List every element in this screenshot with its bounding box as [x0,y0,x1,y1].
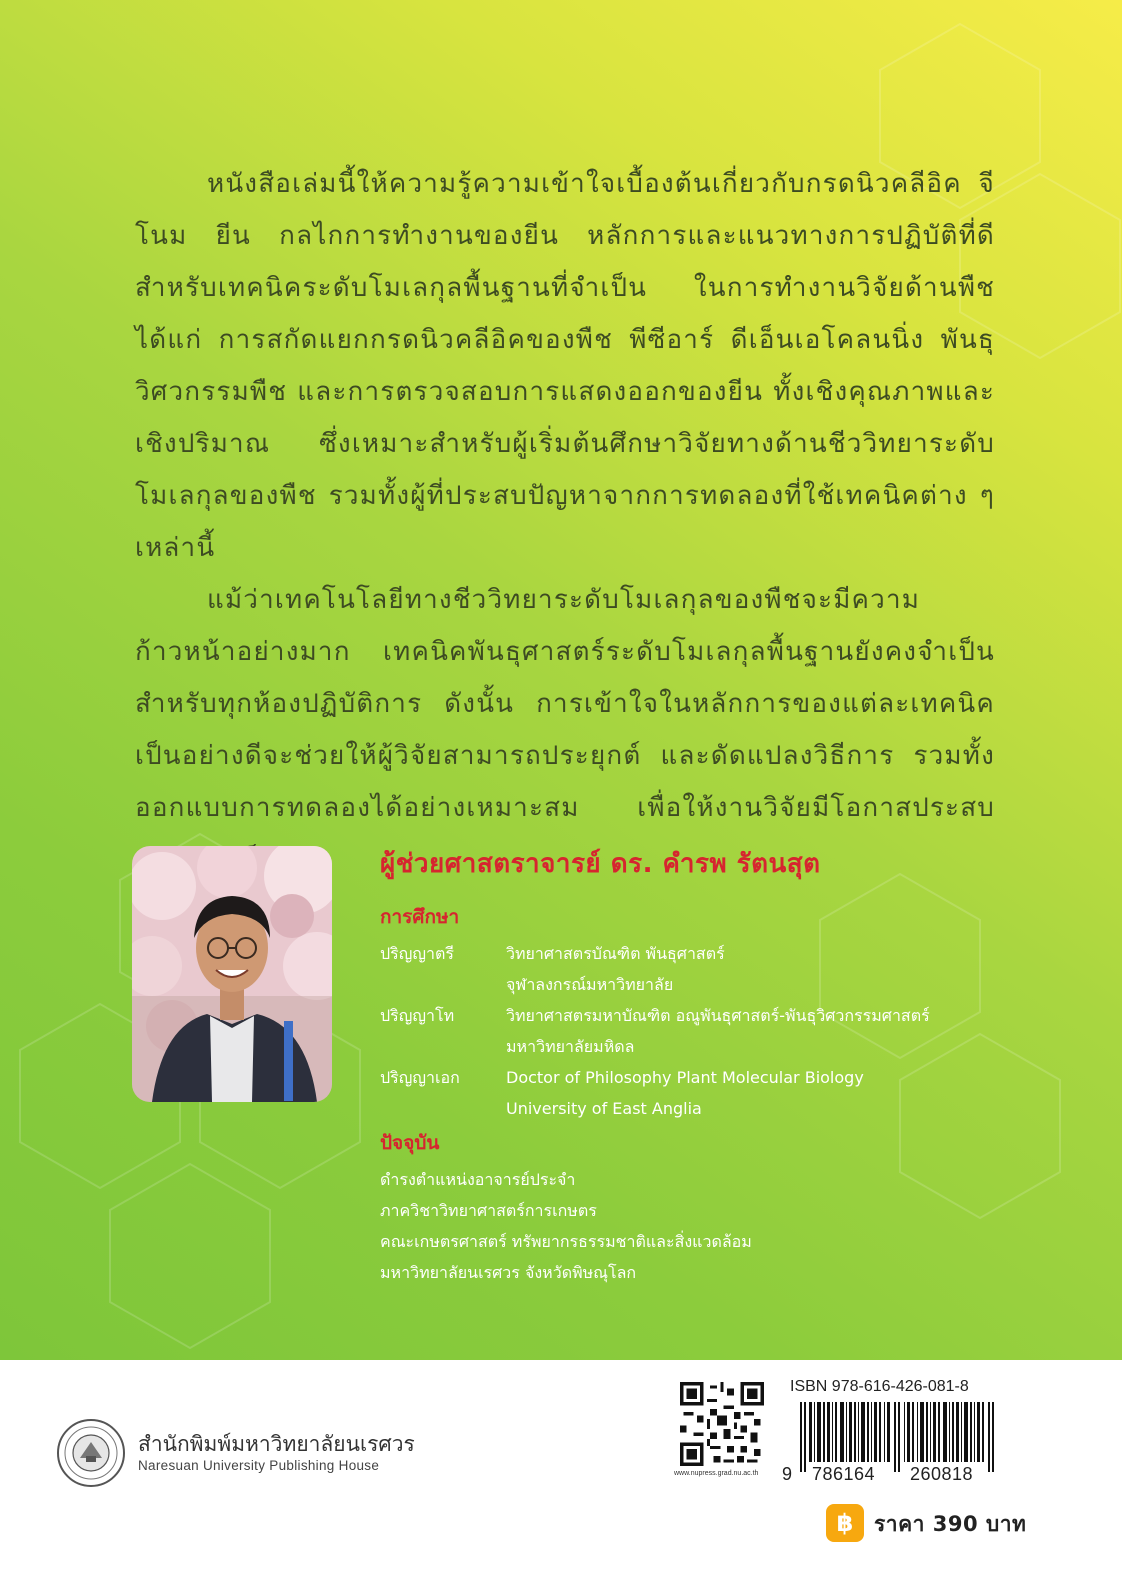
back-cover-footer [0,1360,1122,1590]
author-info [380,843,1080,1288]
education-list [380,938,1080,1124]
degree-label: ปริญญาโท [380,1006,455,1025]
current-position-line: ภาควิชาวิทยาศาสตร์การเกษตร [380,1201,597,1220]
current-position-line: มหาวิทยาลัยนเรศวร จังหวัดพิษณุโลก [380,1263,637,1282]
degree-institution: University of East Anglia [506,1099,702,1118]
qr-code[interactable] [680,1382,764,1466]
degree-label: ปริญญาเอก [380,1068,460,1087]
current-position-heading: ปัจจุบัน [380,1132,440,1154]
book-description [135,158,995,886]
education-row [380,938,1080,1000]
isbn-number: ISBN 978-616-426-081-8 [790,1378,969,1395]
author-name: ผู้ช่วยศาสตราจารย์ ดร. คำรพ รัตนสุต [380,849,821,879]
barcode-lead-digit: 9 [782,1464,793,1484]
education-row [380,1000,1080,1062]
publisher-name-thai: สำนักพิมพ์มหาวิทยาลัยนเรศวร [138,1432,415,1456]
degree-detail [506,1062,864,1124]
barcode-digits-left: 786164 [812,1464,876,1484]
education-heading: การศึกษา [380,906,460,928]
education-row [380,1062,1080,1124]
degree-detail [506,938,725,1000]
degree-institution: จุฬาลงกรณ์มหาวิทยาลัย [506,975,674,994]
current-position-line: คณะเกษตรศาสตร์ ทรัพยากรธรรมชาติและสิ่งแวดล้อม [380,1232,752,1251]
baht-icon: ฿ [826,1504,864,1542]
publisher-name-english: Naresuan University Publishing House [138,1458,380,1473]
description-paragraph-1: หนังสือเล่มนี้ให้ความรู้ความเข้าใจเบื้องต้นเกี่ยวกับกรดนิวคลีอิค จีโนม ยีน กลไกการทำงานของยีน หลักการและแนวทางการปฏิบัติที่ดี สำหรับเทคนิคระดับโมเลกุลพื้นฐานที่จำเป็น ในการทำงานวิจัยด้านพืช ได้แก่ การสกัดแยกกรดนิวคลีอิคของพืช พีซีอาร์ ดีเอ็นเอโคลนนิ่ง พันธุวิศวกรรมพืช และการตรวจสอบการแสดงออกของยีน ทั้งเชิงคุณภาพและเชิงปริมาณ ซึ่งเหมาะสำหรับผู้เริ่มต้นศึกษาวิจัยทางด้านชีววิทยาระดับโมเลกุลของพืช รวมทั้งผู้ที่ประสบปัญหาจากการทดลองที่ใช้เทคนิคต่าง ๆ เหล่านี้ [135,169,995,563]
degree-field: วิทยาศาสตรมหาบัณฑิต อณูพันธุศาสตร์-พันธุวิศวกรรมศาสตร์ [506,1006,930,1025]
qr-url: www.nupress.grad.nu.ac.th [674,1470,759,1477]
description-paragraph-2: แม้ว่าเทคโนโลยีทางชีววิทยาระดับโมเลกุลของพืชจะมีความก้าวหน้าอย่างมาก เทคนิคพันธุศาสตร์ระดับโมเลกุลพื้นฐานยังคงจำเป็นสำหรับทุกห้องปฏิบัติการ ดังนั้น การเข้าใจในหลักการของแต่ละเทคนิคเป็นอย่างดีจะช่วยให้ผู้วิจัยสามารถประยุกต์ และดัดแปลงวิธีการ รวมทั้งออกแบบการทดลองได้อย่างเหมาะสม เพื่อให้งานวิจัยมีโอกาสประสบ [135,585,995,823]
degree-detail [506,1000,930,1062]
current-position-line: ดำรงตำแหน่งอาจารย์ประจำ [380,1170,576,1189]
degree-field: วิทยาศาสตรบัณฑิต พันธุศาสตร์ [506,944,725,963]
degree-institution: มหาวิทยาลัยมหิดล [506,1037,635,1056]
price-label: ราคา 390 บาท [874,1512,1027,1536]
current-position-list [380,1164,1080,1288]
degree-field: Doctor of Philosophy Plant Molecular Biology [506,1068,864,1087]
degree-label: ปริญญาตรี [380,944,454,963]
barcode [800,1402,1000,1472]
barcode-digits-right: 260818 [910,1464,974,1484]
author-photo [132,846,332,1102]
university-seal-icon [56,1418,126,1488]
